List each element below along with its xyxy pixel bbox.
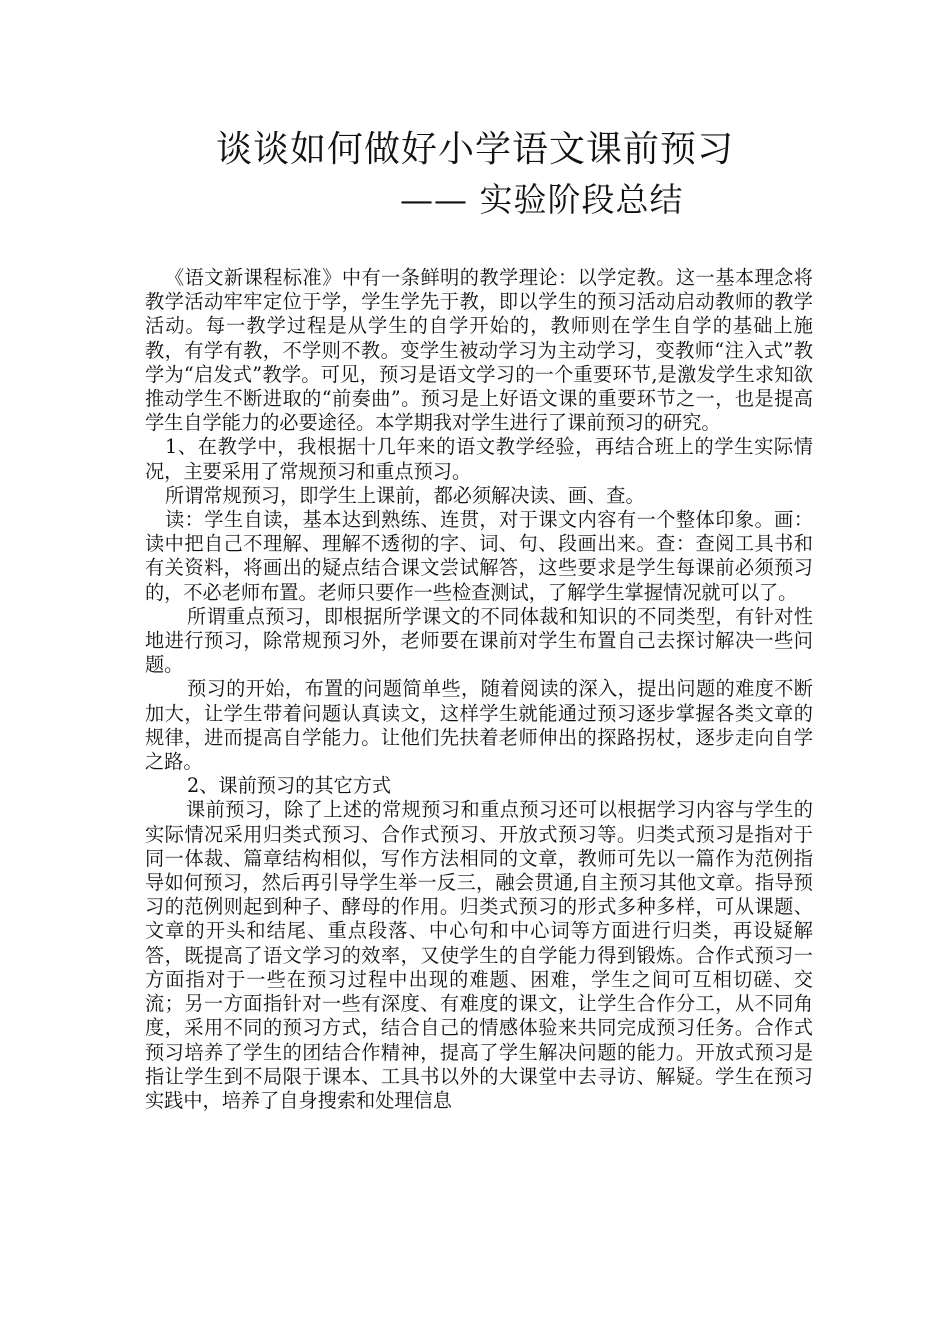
paragraph-preview-start: 预习的开始，布置的问题简单些，随着阅读的深入，提出问题的难度不断加大，让学生带着问题认真读文，这样学生就能通过预习逐步掌握各类文章的规律，进而提高自学能力。让他们先扶着老师伸出的探路拐杖，逐步走向自学之路。 bbox=[145, 677, 813, 774]
paragraph-regular-preview: 所谓常规预习，即学生上课前，都必须解决读、画、查。 bbox=[165, 483, 645, 507]
document-body bbox=[145, 266, 813, 1113]
paragraph-other-methods: 课前预习，除了上述的常规预习和重点预习还可以根据学习内容与学生的实际情况采用归类式预习、合作式预习、开放式预习等。归类式预习是指对于同一体裁、篇章结构相似，写作方法相同的文章，教师可先以一篇作为范例指导如何预习，然后再引导学生举一反三，融会贯通,自主预习其他文章。指导预习的范例则起到种子、酵母的作用。归类式预习的形式多种多样，可从课题、文章的开头和结尾、重点段落、中心句和中心词等方面进行归类，再设疑解答，既提高了语文学习的效率，又使学生的自学能力得到锻炼。合作式预习一方面指对于一些在预习过程中出现的难题、困难，学生之间可互相切磋、交流；另一方面指针对一些有深度、有难度的课文，让学生合作分工，从不同角度，采用不同的预习方式，结合自己的情感体验来共同完成预习任务。合作式预习培养了学生的团结合作精神，提高了学生解决问题的能力。开放式预习是指让学生到不局限于课本、工具书以外的大课堂中去寻访、解疑。学生在预习实践中，培养了自身搜索和处理信息 bbox=[145, 798, 813, 1112]
paragraph-key-preview: 所谓重点预习，即根据所学课文的不同体裁和知识的不同类型，有针对性地进行预习，除常规预习外，老师要在课前对学生布置自己去探讨解决一些问题。 bbox=[145, 604, 813, 677]
paragraph-intro: 《语文新课程标准》中有一条鲜明的教学理论：以学定教。这一基本理念将教学活动牢牢定位于学，学生学先于教，即以学生的预习活动启动教师的教学活动。每一教学过程是从学生的自学开始的，教师则在学生自学的基础上施教，有学有教，不学则不教。变学生被动学习为主动学习，变教师“注入式”教学为“启发式”教学。可见，预习是语文学习的一个重要环节,是激发学生求知欲推动学生不断进取的“前奏曲”。预习是上好语文课的重要环节之一，也是提高学生自学能力的必要途径。本学期我对学生进行了课前预习的研究。 bbox=[145, 266, 813, 435]
paragraph-section-1: 1、在教学中，我根据十几年来的语文教学经验，再结合班上的学生实际情况，主要采用了常规预习和重点预习。 bbox=[145, 435, 813, 483]
document-subtitle: —— 实验阶段总结 bbox=[400, 180, 684, 219]
document-title: 谈谈如何做好小学语文课前预习 bbox=[215, 129, 734, 170]
paragraph-section-2: 2、课前预习的其它方式 bbox=[187, 774, 392, 798]
paragraph-read-draw-check: 读：学生自读，基本达到熟练、连贯，对于课文内容有一个整体印象。画：读中把自己不理解、理解不透彻的字、词、句、段画出来。查：查阅工具书和有关资料，将画出的疑点结合课文尝试解答，这些要求是学生每课前必须预习的，不必老师布置。老师只要作一些检查测试，了解学生掌握情况就可以了。 bbox=[145, 508, 813, 604]
